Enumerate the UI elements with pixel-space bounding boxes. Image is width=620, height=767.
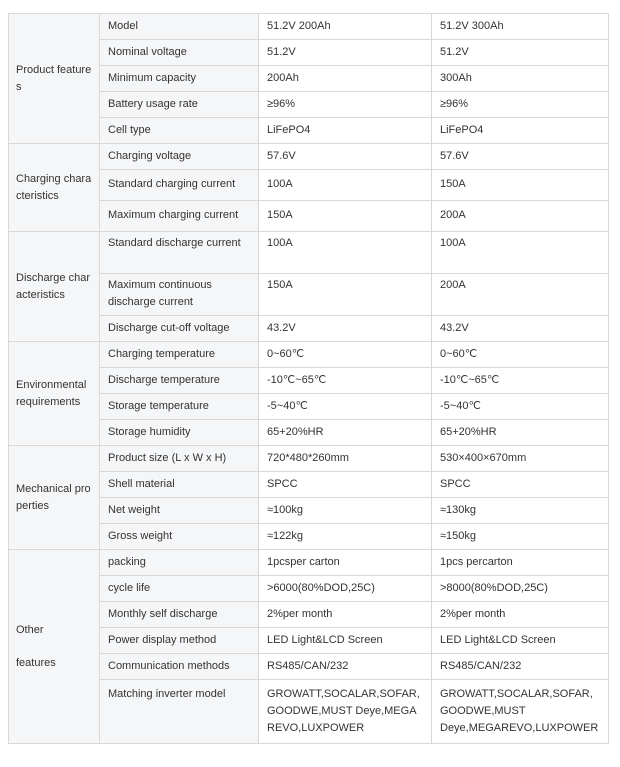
value-cell: 51.2V [259,40,432,66]
row-label: Charging temperature [100,342,259,368]
row-label: Shell material [100,472,259,498]
value-cell: ≈130kg [432,498,609,524]
row-label: Matching inverter model [100,680,259,744]
column-header: 51.2V 200Ah [259,14,432,40]
value-cell: RS485/CAN/232 [432,654,609,680]
value-cell: 530×400×670mm [432,446,609,472]
value-cell: 65+20%HR [432,420,609,446]
value-cell: 150A [432,170,609,201]
row-label: Maximum continuous discharge current [100,274,259,316]
row-label: Gross weight [100,524,259,550]
value-cell: LiFePO4 [259,118,432,144]
value-cell: 1pcs percarton [432,550,609,576]
value-cell: -10℃~65℃ [432,368,609,394]
row-label: Discharge temperature [100,368,259,394]
table-row [9,14,609,40]
value-cell: -10℃~65℃ [259,368,432,394]
value-cell: 100A [259,232,432,274]
row-label: packing [100,550,259,576]
value-cell: SPCC [259,472,432,498]
row-label: Standard discharge current [100,232,259,274]
value-cell: 65+20%HR [259,420,432,446]
value-cell: 200A [432,201,609,232]
row-label: Discharge cut-off voltage [100,316,259,342]
table-row [9,446,609,472]
value-cell: ≈122kg [259,524,432,550]
table-row [9,550,609,576]
value-cell: 2%per month [432,602,609,628]
table-row [9,144,609,170]
spec-table [8,13,609,744]
value-cell: 0~60℃ [432,342,609,368]
row-label: Power display method [100,628,259,654]
value-cell: ≈100kg [259,498,432,524]
category-cell: Discharge characteristics [9,232,100,342]
row-label: Charging voltage [100,144,259,170]
value-cell: 0~60℃ [259,342,432,368]
row-label: cycle life [100,576,259,602]
row-label: Communication methods [100,654,259,680]
row-label: Maximum charging current [100,201,259,232]
value-cell: 300Ah [432,66,609,92]
column-header: 51.2V 300Ah [432,14,609,40]
row-label: Storage humidity [100,420,259,446]
table-row [9,342,609,368]
value-cell: LED Light&LCD Screen [432,628,609,654]
row-label: Minimum capacity [100,66,259,92]
row-label: Standard charging current [100,170,259,201]
value-cell: ≈150kg [432,524,609,550]
category-cell: Environmental requirements [9,342,100,446]
value-cell: 100A [259,170,432,201]
value-cell: 200A [432,274,609,316]
value-cell: 51.2V [432,40,609,66]
row-label: Nominal voltage [100,40,259,66]
row-label: Storage temperature [100,394,259,420]
value-cell: SPCC [432,472,609,498]
value-cell: 720*480*260mm [259,446,432,472]
value-cell: 43.2V [432,316,609,342]
value-cell: >8000(80%DOD,25C) [432,576,609,602]
value-cell: LiFePO4 [432,118,609,144]
row-label: Battery usage rate [100,92,259,118]
row-label: Monthly self discharge [100,602,259,628]
value-cell: 57.6V [432,144,609,170]
value-cell: RS485/CAN/232 [259,654,432,680]
table-row [9,232,609,274]
row-label: Cell type [100,118,259,144]
value-cell: LED Light&LCD Screen [259,628,432,654]
category-cell: Product features [9,14,100,144]
row-label: Product size (L x W x H) [100,446,259,472]
category-cell: Mechanical properties [9,446,100,550]
value-cell: 2%per month [259,602,432,628]
row-label: Net weight [100,498,259,524]
value-cell: >6000(80%DOD,25C) [259,576,432,602]
value-cell: 150A [259,201,432,232]
value-cell: 150A [259,274,432,316]
value-cell: 200Ah [259,66,432,92]
value-cell: -5~40℃ [259,394,432,420]
value-cell: -5~40℃ [432,394,609,420]
value-cell: ≥96% [259,92,432,118]
value-cell: 57.6V [259,144,432,170]
value-cell: 100A [432,232,609,274]
value-cell: 43.2V [259,316,432,342]
value-cell: GROWATT,SOCALAR,SOFAR,GOODWE,MUST Deye,MEGAREVO,LUXPOWER [259,680,432,744]
category-cell: Other features [9,550,100,744]
value-cell: 1pcsper carton [259,550,432,576]
value-cell: GROWATT,SOCALAR,SOFAR,GOODWE,MUST Deye,MEGAREVO,LUXPOWER [432,680,609,744]
column-header: Model [100,14,259,40]
value-cell: ≥96% [432,92,609,118]
category-cell: Charging characteristics [9,144,100,232]
